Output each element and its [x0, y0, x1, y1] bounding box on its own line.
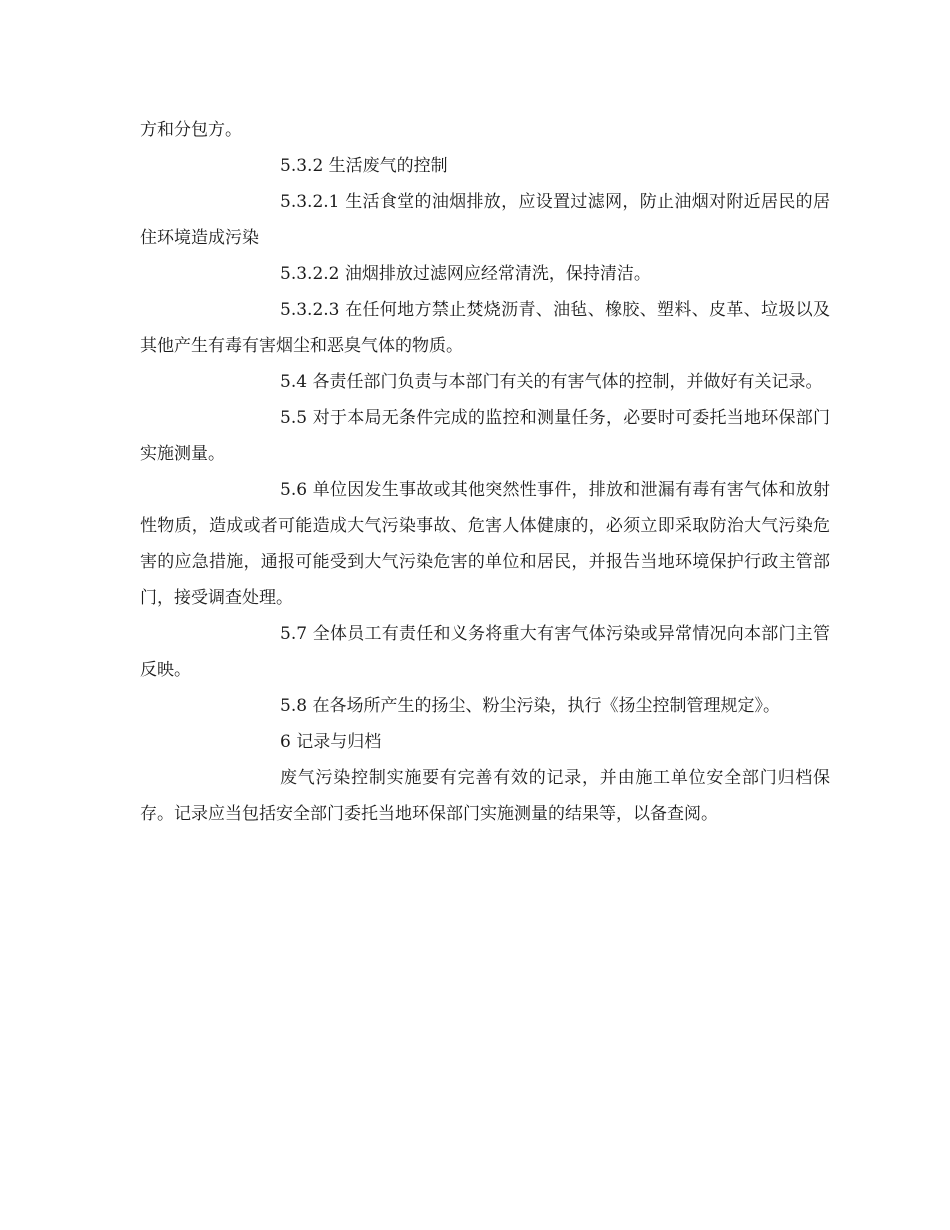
paragraph-5-3-2-1: 5.3.2.1 生活食堂的油烟排放，应设置过滤网，防止油烟对附近居民的居住环境造成污染 — [140, 192, 830, 248]
paragraph-continuation: 方和分包方。 — [140, 120, 242, 140]
paragraph-5-5: 5.5 对于本局无条件完成的监控和测量任务，必要时可委托当地环保部门实施测量。 — [140, 408, 830, 464]
paragraph-5-3-2-2: 5.3.2.2 油烟排放过滤网应经常清洗，保持清洁。 — [280, 264, 651, 284]
paragraph-5-6: 5.6 单位因发生事故或其他突然性事件，排放和泄漏有毒有害气体和放射性物质，造成或者可能造成大气污染事故、危害人体健康的，必须立即采取防治大气污染危害的应急措施，通报可能受到大气污染危害的单位和居民，并报告当地环境保护行政主管部门，接受调查处理。 — [140, 480, 830, 608]
section-heading-5-3-2: 5.3.2 生活废气的控制 — [280, 156, 448, 176]
paragraph-6-body: 废气污染控制实施要有完善有效的记录，并由施工单位安全部门归档保存。记录应当包括安全部门委托当地环保部门实施测量的结果等，以备查阅。 — [140, 768, 830, 824]
section-heading-6: 6 记录与归档 — [280, 732, 382, 752]
paragraph-5-8: 5.8 在各场所产生的扬尘、粉尘污染，执行《扬尘控制管理规定》。 — [280, 696, 780, 716]
paragraph-5-3-2-3: 5.3.2.3 在任何地方禁止焚烧沥青、油毡、橡胶、塑料、皮革、垃圾以及其他产生有毒有害烟尘和恶臭气体的物质。 — [140, 300, 830, 356]
document-body — [140, 112, 830, 832]
paragraph-5-4: 5.4 各责任部门负责与本部门有关的有害气体的控制，并做好有关记录。 — [280, 372, 823, 392]
paragraph-5-7: 5.7 全体员工有责任和义务将重大有害气体污染或异常情况向本部门主管反映。 — [140, 624, 830, 680]
